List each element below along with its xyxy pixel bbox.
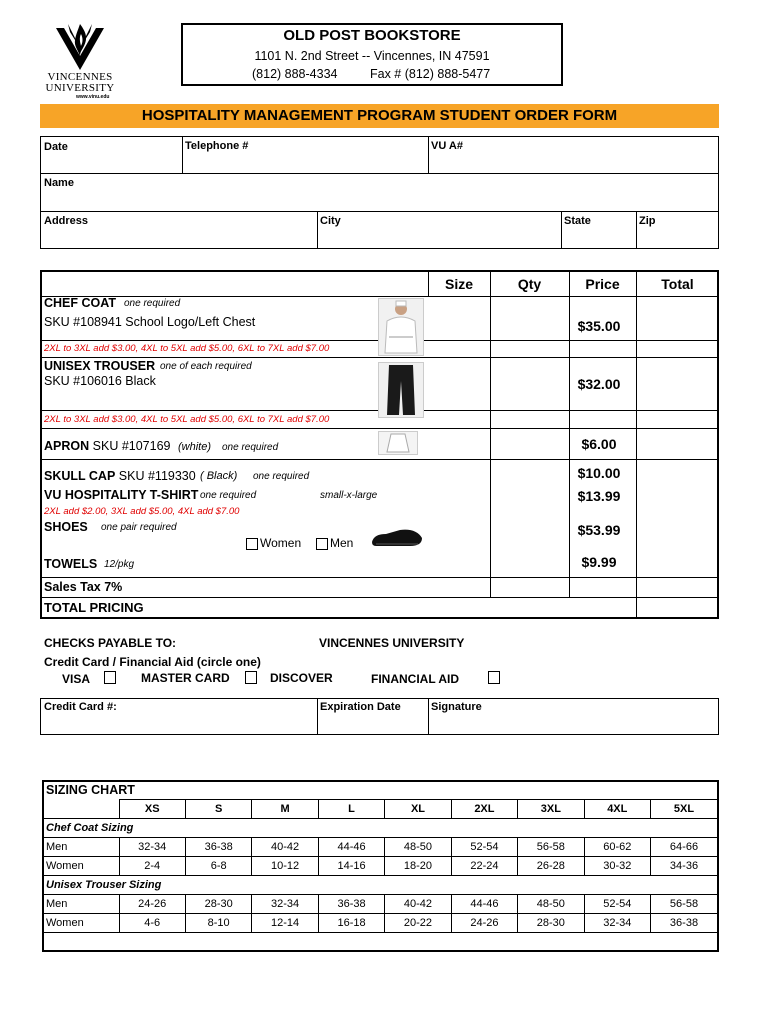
apron-note: one required	[222, 442, 279, 453]
mastercard-checkbox[interactable]	[245, 671, 257, 684]
store-fax: Fax # (812) 888-5477	[370, 67, 491, 81]
shoe-image	[370, 524, 424, 550]
size-header-cell: S	[185, 799, 251, 818]
order-row-divider	[40, 296, 719, 297]
apron-name: APRON	[44, 439, 90, 453]
visa-option[interactable]: VISA	[62, 672, 91, 686]
logo-url: www.vinu.edu	[76, 94, 110, 100]
size-cell: 36-38	[651, 913, 719, 932]
size-cell: 10-12	[252, 856, 318, 875]
size-cell: 32-34	[119, 837, 185, 856]
size-cell: 20-22	[385, 913, 451, 932]
info-box	[40, 136, 719, 249]
mastercard-option[interactable]: MASTER CARD	[141, 671, 230, 685]
chef-coat-sku: SKU #108941 School Logo/Left Chest	[44, 315, 256, 329]
size-header-cell: 3XL	[518, 799, 584, 818]
size-cell: 8-10	[185, 913, 251, 932]
store-phone: (812) 888-4334	[252, 67, 338, 81]
info-divider	[40, 173, 719, 174]
chef-coat-sizing-label: Chef Coat Sizing	[43, 818, 718, 837]
order-row-divider	[40, 577, 719, 578]
size-cell: 52-54	[584, 894, 650, 913]
form-title: HOSPITALITY MANAGEMENT PROGRAM STUDENT ORDER FORM	[141, 107, 618, 124]
order-row-divider	[40, 459, 719, 460]
row-label: Women	[43, 856, 119, 875]
sizing-header-row	[43, 799, 718, 818]
store-address: 1101 N. 2nd Street -- Vincennes, IN 47591	[254, 49, 490, 63]
size-header-cell: L	[318, 799, 384, 818]
price-header: Price	[585, 276, 620, 292]
sizing-chart	[42, 780, 719, 952]
skull-cap-note: one required	[253, 471, 310, 482]
towels-note: 12/pkg	[104, 559, 135, 570]
size-cell: 40-42	[252, 837, 318, 856]
address-field[interactable]: Address	[44, 215, 89, 227]
size-header-cell: XS	[119, 799, 185, 818]
size-cell: 14-16	[318, 856, 384, 875]
size-cell: 18-20	[385, 856, 451, 875]
empty-cell	[43, 932, 718, 951]
shoes-title: SHOES	[44, 520, 88, 534]
size-header: Size	[444, 276, 473, 292]
order-row-divider	[40, 428, 719, 429]
apron-title	[44, 439, 170, 453]
skull-cap-sku: SKU #119330	[118, 469, 196, 483]
trouser-image	[378, 362, 424, 418]
total-pricing-label: TOTAL PRICING	[44, 600, 144, 615]
order-row-divider	[40, 357, 719, 358]
shoes-note: one pair required	[101, 522, 177, 533]
zip-field[interactable]: Zip	[639, 215, 656, 227]
size-cell: 36-38	[318, 894, 384, 913]
women-label: Women	[260, 536, 302, 550]
men-checkbox[interactable]	[316, 538, 328, 550]
logo-name: VINCENNES	[47, 71, 113, 83]
info-divider	[182, 136, 183, 173]
size-cell: 12-14	[252, 913, 318, 932]
vu-number-field[interactable]: VU A#	[431, 140, 463, 152]
size-cell: 32-34	[584, 913, 650, 932]
shoes-men-option[interactable]	[316, 536, 353, 550]
size-header-cell: 2XL	[451, 799, 517, 818]
men-label: Men	[330, 536, 354, 550]
telephone-field[interactable]: Telephone #	[185, 140, 249, 152]
trouser-price: $32.00	[577, 376, 621, 392]
sizing-row	[43, 894, 718, 913]
financial-aid-checkbox[interactable]	[488, 671, 500, 684]
order-col-divider	[490, 270, 491, 598]
signature-field[interactable]: Signature	[431, 701, 482, 713]
name-field[interactable]: Name	[44, 177, 74, 189]
total-header: Total	[661, 276, 694, 292]
chef-coat-title: CHEF COAT	[44, 296, 116, 310]
logo-name2: UNIVERSITY	[45, 82, 115, 94]
info-divider	[561, 211, 562, 249]
date-field[interactable]: Date	[44, 141, 68, 153]
size-header-cell: XL	[385, 799, 451, 818]
credit-card-number-field[interactable]: Credit Card #:	[44, 701, 117, 713]
financial-aid-option[interactable]: FINANCIAL AID	[371, 672, 459, 686]
store-name: OLD POST BOOKSTORE	[283, 27, 461, 44]
trouser-sizing-label: Unisex Trouser Sizing	[43, 875, 718, 894]
size-cell: 24-26	[119, 894, 185, 913]
skull-cap-name: SKULL CAP	[44, 469, 116, 483]
info-divider	[40, 211, 719, 212]
size-cell: 44-46	[451, 894, 517, 913]
size-cell: 16-18	[318, 913, 384, 932]
apron-image	[378, 431, 418, 455]
sizing-title-row	[43, 781, 718, 799]
tshirt-sizes: small-x-large	[320, 490, 378, 501]
trouser-note: one of each required	[160, 361, 252, 372]
women-checkbox[interactable]	[246, 538, 258, 550]
size-cell: 48-50	[385, 837, 451, 856]
visa-checkbox[interactable]	[104, 671, 116, 684]
state-field[interactable]: State	[564, 215, 591, 227]
info-divider	[428, 136, 429, 173]
towels-title: TOWELS	[44, 557, 98, 571]
skull-cap-color: ( Black)	[200, 470, 238, 482]
cc-divider	[428, 698, 429, 735]
size-cell: 60-62	[584, 837, 650, 856]
sizing-row	[43, 856, 718, 875]
size-cell: 22-24	[451, 856, 517, 875]
towels-price: $9.99	[581, 554, 617, 570]
size-cell: 36-38	[185, 837, 251, 856]
tshirt-note: one required	[200, 490, 257, 501]
size-cell: 56-58	[651, 894, 719, 913]
sizing-section-row	[43, 875, 718, 894]
skull-cap-title	[44, 469, 196, 483]
university-logo	[40, 20, 120, 102]
payee-name: VINCENNES UNIVERSITY	[319, 636, 465, 650]
apron-sku: SKU #107169	[92, 439, 171, 453]
size-cell: 44-46	[318, 837, 384, 856]
info-divider	[317, 211, 318, 249]
size-cell: 30-32	[584, 856, 650, 875]
size-cell: 4-6	[119, 913, 185, 932]
qty-header: Qty	[517, 276, 542, 292]
discover-option[interactable]: DISCOVER	[270, 671, 333, 685]
sales-tax-label: Sales Tax 7%	[44, 580, 123, 594]
size-cell: 56-58	[518, 837, 584, 856]
size-cell: 2-4	[119, 856, 185, 875]
order-row-divider	[40, 597, 719, 598]
size-cell: 64-66	[651, 837, 719, 856]
size-cell: 26-28	[518, 856, 584, 875]
chef-coat-price: $35.00	[577, 318, 621, 334]
sizing-chart-title: SIZING CHART	[43, 781, 718, 799]
cc-divider	[317, 698, 318, 735]
size-cell: 48-50	[518, 894, 584, 913]
tshirt-title: VU HOSPITALITY T-SHIRT	[44, 488, 199, 502]
size-cell: 6-8	[185, 856, 251, 875]
size-cell: 28-30	[185, 894, 251, 913]
size-cell: 40-42	[385, 894, 451, 913]
size-cell: 24-26	[451, 913, 517, 932]
info-divider	[636, 211, 637, 249]
size-header-cell: 5XL	[651, 799, 719, 818]
city-field[interactable]: City	[320, 215, 341, 227]
torch-logo-icon	[40, 20, 120, 72]
sizing-empty-row	[43, 932, 718, 951]
sizing-section-row	[43, 818, 718, 837]
size-cell: 52-54	[451, 837, 517, 856]
size-header-cell: 4XL	[584, 799, 650, 818]
row-label: Men	[43, 837, 119, 856]
chef-coat-note: one required	[124, 298, 181, 309]
tshirt-price: $13.99	[577, 488, 621, 504]
row-label: Men	[43, 894, 119, 913]
order-col-divider	[636, 270, 637, 619]
sizing-row	[43, 837, 718, 856]
checks-payable-label: CHECKS PAYABLE TO:	[44, 636, 177, 650]
chef-coat-upcharge: 2XL to 3XL add $3.00, 4XL to 5XL add $5.00, 6XL to 7XL add $7.00	[44, 343, 330, 354]
trouser-title: UNISEX TROUSER	[44, 359, 156, 373]
size-header-cell: M	[252, 799, 318, 818]
credit-card-label: Credit Card / Financial Aid (circle one)	[44, 655, 261, 669]
trouser-sku: SKU #106016 Black	[44, 374, 156, 388]
size-cell: 32-34	[252, 894, 318, 913]
shoes-price: $53.99	[577, 522, 621, 538]
apron-price: $6.00	[581, 436, 617, 452]
empty-cell	[43, 799, 119, 818]
sizing-row	[43, 913, 718, 932]
apron-color: (white)	[178, 441, 212, 453]
chef-coat-image	[378, 298, 424, 356]
size-cell: 34-36	[651, 856, 719, 875]
tshirt-upcharge: 2XL add $2.00, 3XL add $5.00, 4XL add $7.00	[44, 506, 240, 517]
row-label: Women	[43, 913, 119, 932]
shoes-women-option[interactable]	[246, 536, 301, 550]
size-cell: 28-30	[518, 913, 584, 932]
skull-cap-price: $10.00	[577, 465, 621, 481]
expiration-date-field[interactable]: Expiration Date	[320, 701, 401, 713]
trouser-upcharge: 2XL to 3XL add $3.00, 4XL to 5XL add $5.00, 6XL to 7XL add $7.00	[44, 414, 330, 425]
